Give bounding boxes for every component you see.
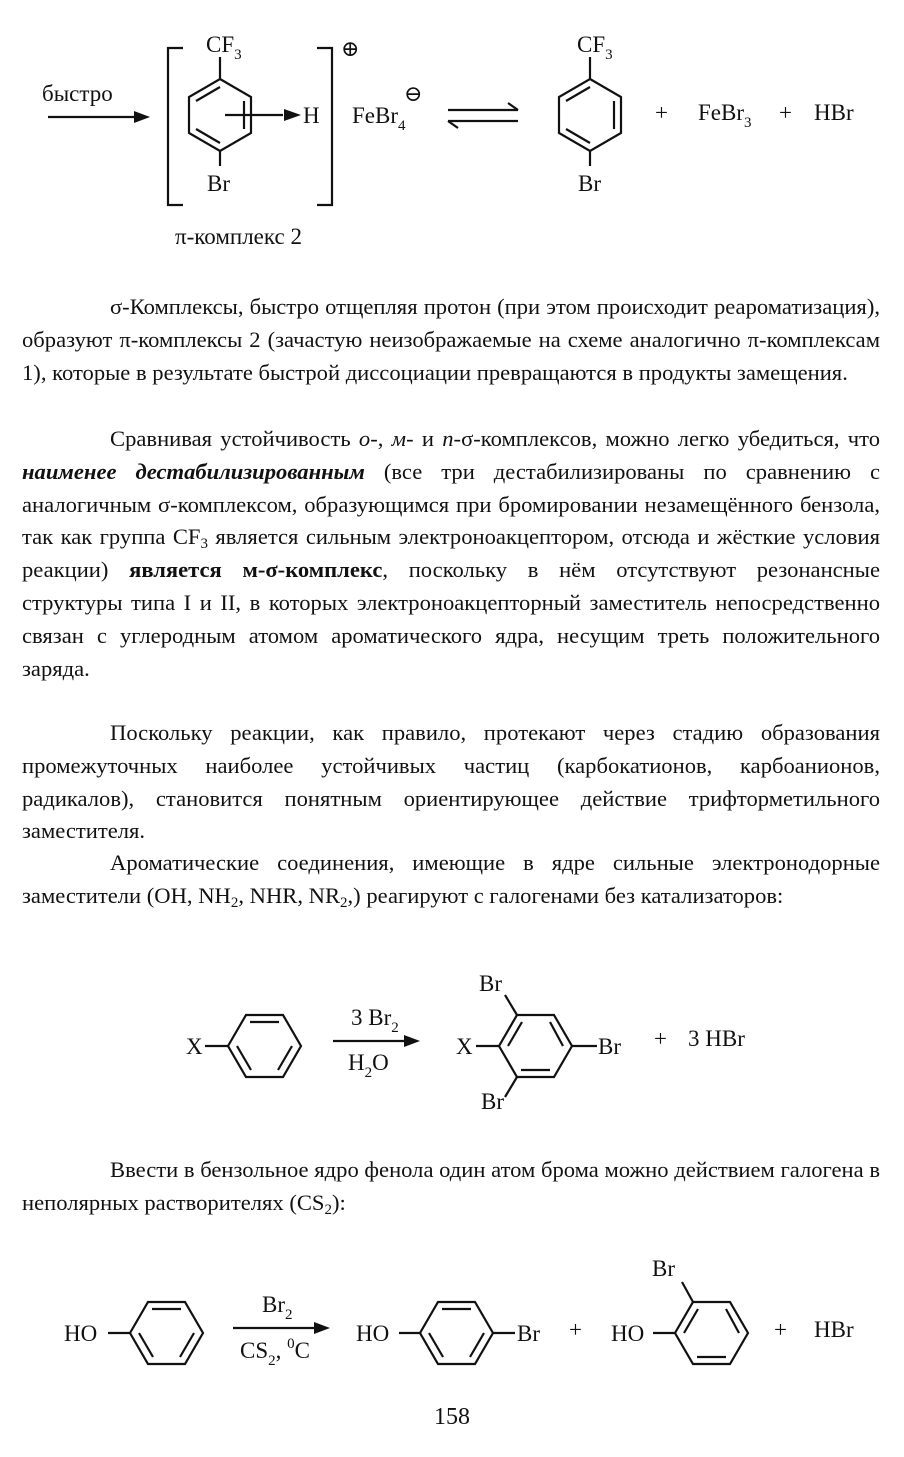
- scheme-3-phenol-monobromination: [0, 1250, 904, 1380]
- br-ortho: Br: [652, 1256, 675, 1281]
- hbr-product: 3 HBr: [688, 1026, 745, 1051]
- br-right: Br: [598, 1034, 621, 1059]
- cf3-label-complex: $CF_3$: [206, 32, 242, 63]
- reagent-br2: $Br_2$: [262, 1292, 293, 1323]
- ho-middle: HO: [356, 1321, 390, 1346]
- plus-sign: +: [654, 1026, 667, 1051]
- hbr-product: HBr: [814, 1317, 854, 1342]
- pi-complex-caption: π-комплекс 2: [175, 224, 302, 249]
- fast-label: быстро: [42, 81, 113, 106]
- para-bromophenol-ring: [399, 1302, 515, 1364]
- paragraph-sigma-complexes: σ-Комплексы, быстро отщепляя протон (при этом происходит реароматизация), образуют π-комплексы 2 (зачастую неизображаемые на схеме аналогично π-комплексам 1), которые в результате быстрой диссоциации превращаются в продукты замещения.: [22, 294, 880, 385]
- x-substituent-left: X: [186, 1034, 203, 1059]
- benzene-ring-complex: [189, 57, 251, 166]
- x-substituent-right: X: [456, 1034, 473, 1059]
- br-bottom: Br: [481, 1089, 504, 1114]
- plus-sign: +: [655, 100, 668, 125]
- ho-right: HO: [611, 1321, 645, 1346]
- page-number: 158: [434, 1404, 470, 1430]
- ho-left: HO: [64, 1321, 98, 1346]
- ortho-bromophenol-ring: [653, 1282, 748, 1364]
- cf3-label-product: $CF_3$: [577, 32, 613, 63]
- arrowhead: [134, 111, 150, 123]
- arrowhead: [314, 1322, 330, 1334]
- conditions-cs2: $CS_2$, $^0$C: [240, 1336, 310, 1369]
- proton-arrowhead: [284, 109, 301, 121]
- bracket-left: [168, 48, 183, 205]
- negative-charge: ⊖: [404, 81, 423, 106]
- positive-charge: ⊕: [341, 36, 360, 61]
- paragraph-donor-substituents: Ароматические соединения, имеющие в ядре сильные электронодорные заместители (OH, $NH_2$, NHR, $NR_2$,) реагируют с галогенами без катализаторов:: [22, 850, 880, 911]
- febr3-label: FeBr$_3$: [698, 100, 752, 131]
- br-para: Br: [517, 1321, 540, 1346]
- benzene-ring-product: [559, 57, 621, 166]
- paragraph-orientation: Поскольку реакции, как правило, протекают через стадию образования промежуточных наиболее устойчивых частиц (карбокатионов, карбоанионов, радикалов), становится понятным ориентирующее действие трифторметильного заместителя.: [22, 720, 880, 844]
- febr4-label: FeBr$_4$: [352, 103, 406, 134]
- br-top: Br: [479, 971, 502, 996]
- hbr-label: HBr: [814, 100, 854, 125]
- plus-sign: +: [779, 100, 792, 125]
- emphasis-least-destabilized: наименее дестабилизированным: [22, 458, 365, 484]
- h-label: H: [303, 103, 320, 128]
- paragraph-stability: Сравнивая устойчивость о-, м- и п-σ-комплексов, можно легко убедиться, что наименее дестабилизированным (все три дестабилизированы по сравнению с аналогичным σ-комплексом, образующимся при бромировании незамещённого бензола, так как группа $CF_3$ является сильным электроноакцептором, отсюда и жёсткие условия реакции) является м-σ-комплекс, поскольку в нём отсутствуют резонансные структуры типа I и II, в которых электроноакцепторный заместитель непосредственно связан с углеродным атомом ароматического ядра, несущим треть положительного заряда.: [22, 426, 881, 681]
- scheme-1-pi-complex: [0, 0, 904, 260]
- benzene-ring-reactant: [205, 1015, 301, 1077]
- plus-sign: +: [569, 1317, 582, 1342]
- scheme-2-tribromination: [0, 960, 904, 1120]
- plus-sign: +: [774, 1317, 787, 1342]
- br-label-complex: Br: [207, 171, 230, 196]
- br-label-product: Br: [578, 171, 601, 196]
- emphasis-meta-complex: является м-σ-комплекс: [129, 557, 383, 583]
- equilibrium-arrow: [448, 103, 518, 128]
- reagent-3br2: 3 $Br_2$: [351, 1005, 399, 1036]
- phenol-ring: [108, 1302, 203, 1364]
- paragraph-phenol-bromination: Ввести в бензольное ядро фенола один атом брома можно действием галогена в неполярных растворителях $(CS_2)$:: [22, 1157, 880, 1218]
- solvent-h2o: $H_2O$: [348, 1050, 389, 1081]
- arrowhead: [404, 1035, 420, 1047]
- benzene-ring-tribromo: [476, 995, 597, 1097]
